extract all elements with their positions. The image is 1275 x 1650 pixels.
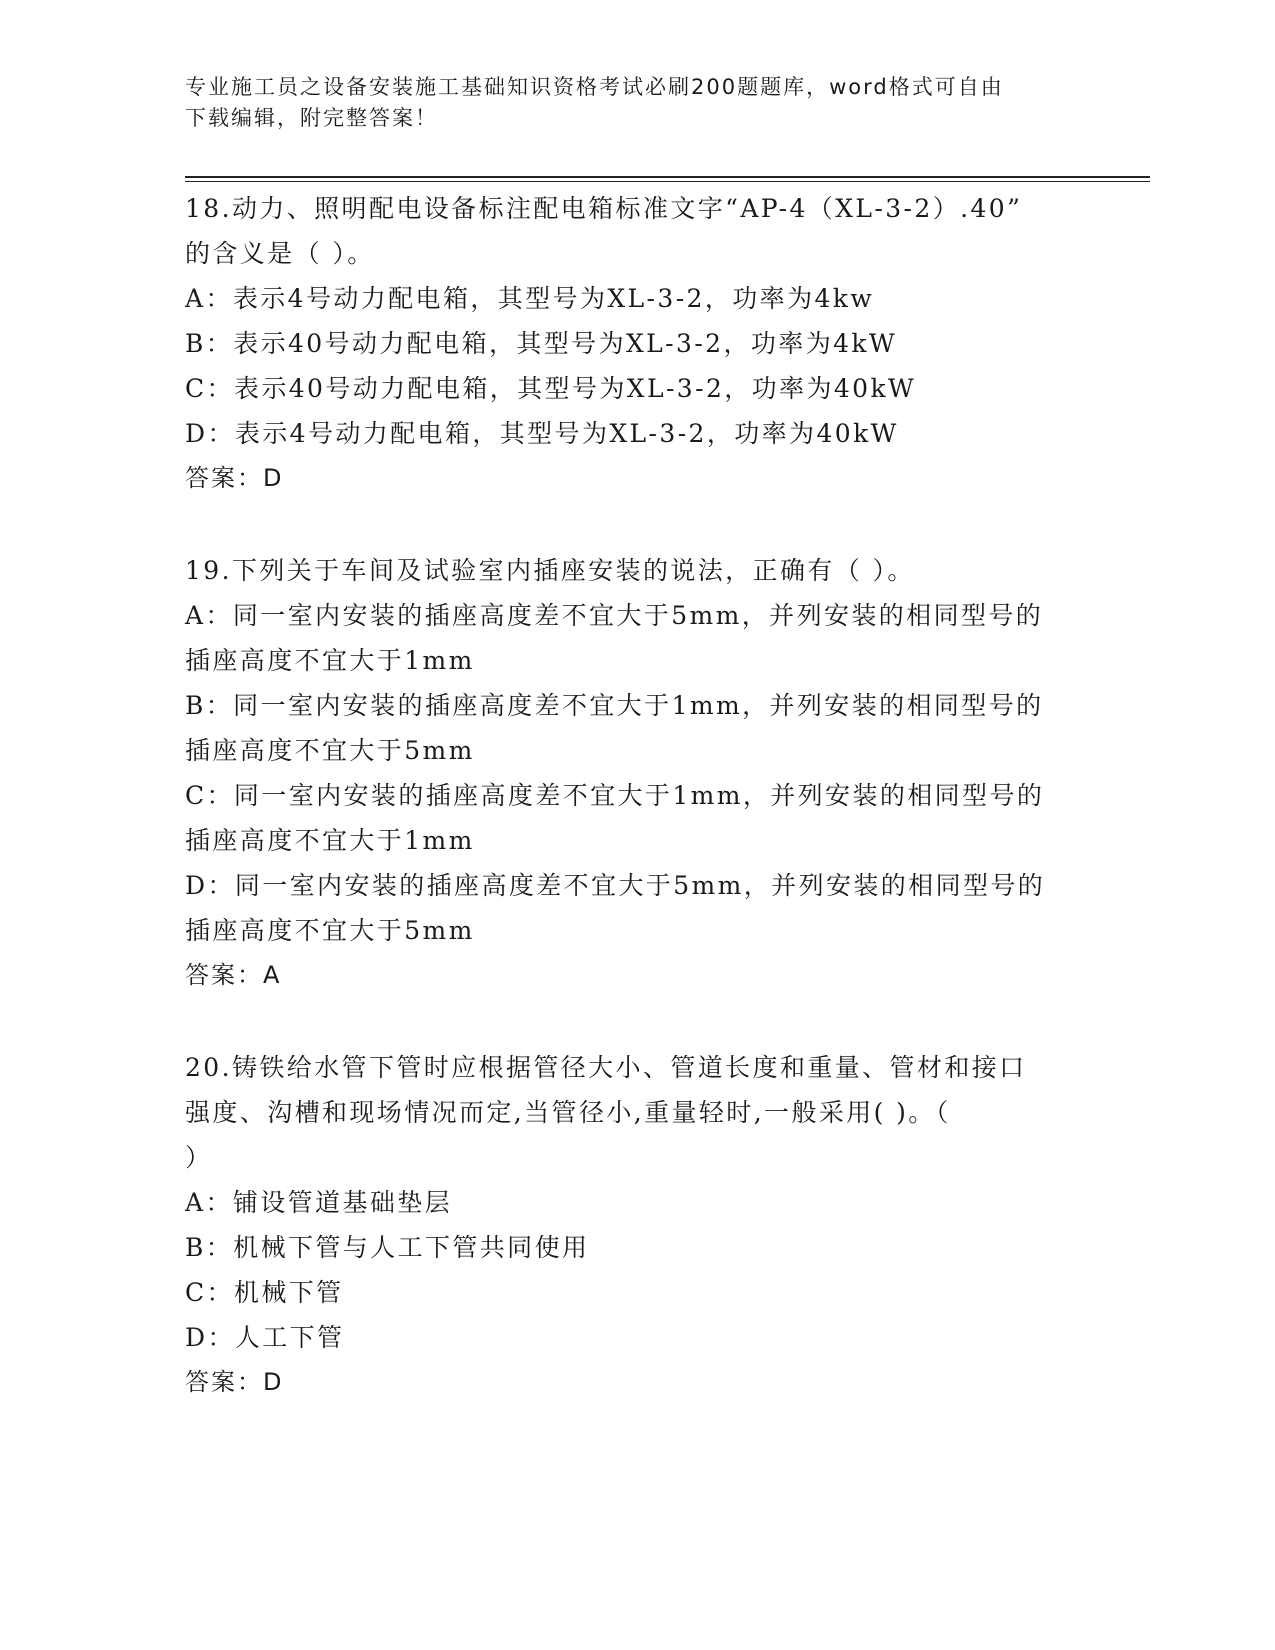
option-a: A：表示4号动力配电箱，其型号为XL-3-2，功率为4kw [185,284,875,313]
option-c-continued: 插座高度不宜大于1mm [185,826,475,855]
answer-label: 答案：D [185,464,284,492]
question-stem: ） [185,1143,213,1172]
option-b: B：表示40号动力配电箱，其型号为XL-3-2，功率为4kW [185,329,898,358]
option-d-continued: 插座高度不宜大于5mm [185,916,475,945]
question-stem: 18.动力、照明配电设备标注配电箱标准文字“AP-4（XL-3-2）.40” [185,194,1023,223]
question-stem: 19.下列关于车间及试验室内插座安装的说法，正确有（ ）。 [185,556,915,585]
option-d: D：表示4号动力配电箱，其型号为XL-3-2，功率为40kW [185,419,899,448]
header-divider [185,176,1150,182]
question-20 [185,1045,1085,1405]
option-d: D：人工下管 [185,1323,345,1352]
option-c: C：机械下管 [185,1278,344,1307]
option-b: B：同一室内安装的插座高度差不宜大于1mm，并列安装的相同型号的 [185,691,1044,720]
question-stem: 强度、沟槽和现场情况而定,当管径小,重量轻时,一般采用( )。（ [185,1098,951,1127]
option-b-continued: 插座高度不宜大于5mm [185,736,475,765]
option-a-continued: 插座高度不宜大于1mm [185,646,475,675]
option-c: C：表示40号动力配电箱，其型号为XL-3-2，功率为40kW [185,374,917,403]
question-stem: 20.铸铁给水管下管时应根据管径大小、管道长度和重量、管材和接口 [185,1053,1027,1082]
option-b: B：机械下管与人工下管共同使用 [185,1233,590,1262]
answer-label: 答案：A [185,961,282,989]
header-line: 下载编辑，附完整答案！ [185,106,438,130]
document-header [185,72,1065,134]
option-c: C：同一室内安装的插座高度差不宜大于1mm，并列安装的相同型号的 [185,781,1045,810]
question-18 [185,186,1085,501]
question-list [185,186,1085,1452]
question-19 [185,548,1085,998]
option-a: A：同一室内安装的插座高度差不宜大于5mm，并列安装的相同型号的 [185,601,1044,630]
option-d: D：同一室内安装的插座高度差不宜大于5mm，并列安装的相同型号的 [185,871,1046,900]
answer-label: 答案：D [185,1368,284,1396]
header-line: 专业施工员之设备安装施工基础知识资格考试必刷200题题库，word格式可自由 [185,75,1004,99]
question-stem: 的含义是（ ）。 [185,239,375,268]
option-a: A：铺设管道基础垫层 [185,1188,453,1217]
